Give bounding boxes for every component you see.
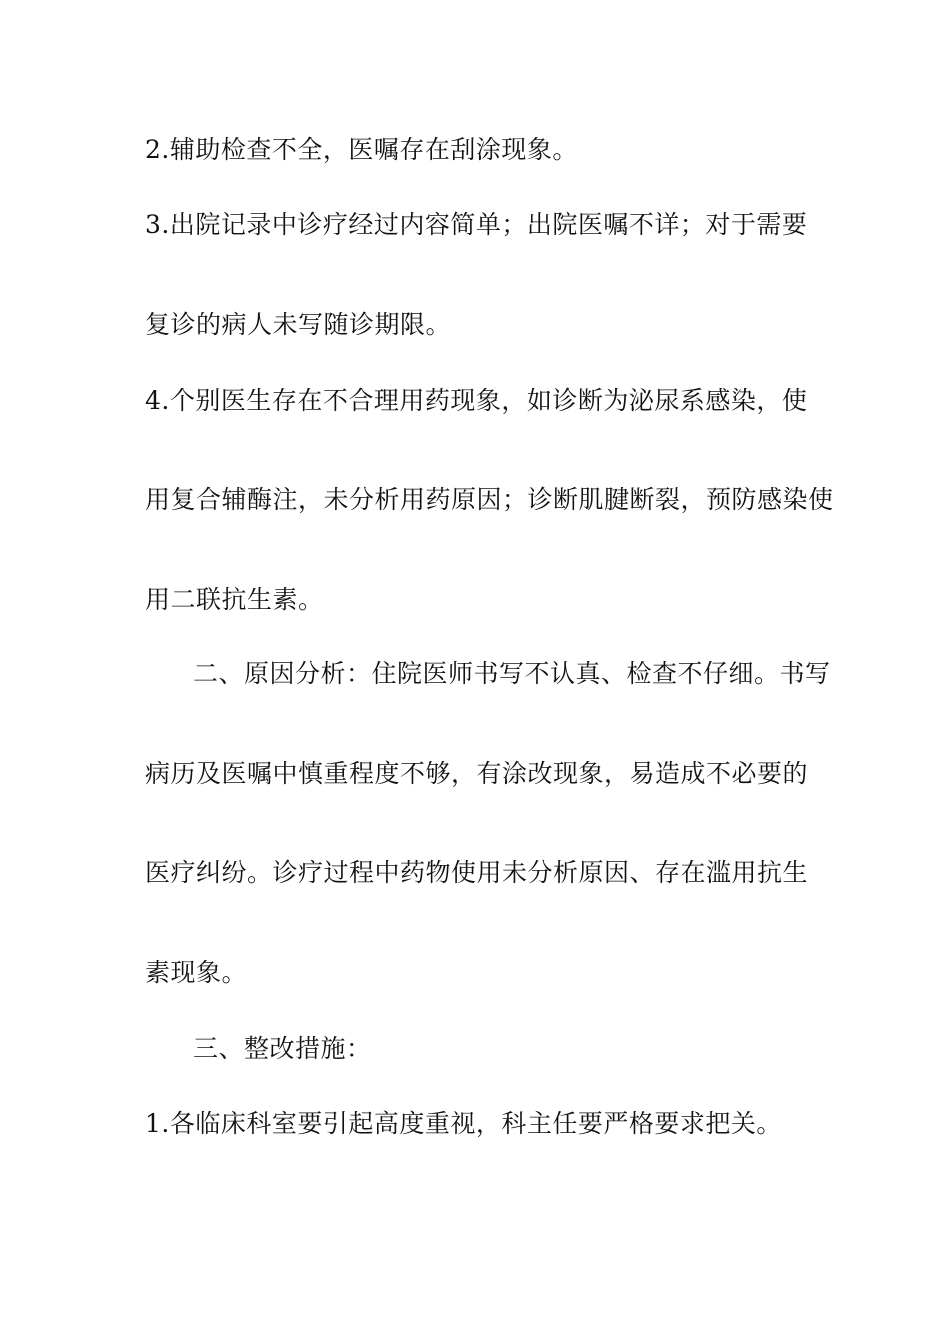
item-1-line: 1.各临床科室要引起高度重视，科主任要严格要求把关。 xyxy=(145,1109,782,1138)
item-3-line-1: 3.出院记录中诊疗经过内容简单；出院医嘱不详；对于需要 xyxy=(145,210,808,239)
item-4-line-2: 用复合辅酶注，未分析用药原因；诊断肌腱断裂，预防感染使 xyxy=(145,485,834,514)
item-4-line-1: 4.个别医生存在不合理用药现象，如诊断为泌尿系感染，使 xyxy=(145,386,808,415)
section-2-line-3: 医疗纠纷。诊疗过程中药物使用未分析原因、存在滥用抗生 xyxy=(145,858,809,887)
item-2-line: 2.辅助检查不全，医嘱存在刮涂现象。 xyxy=(145,135,578,164)
section-2-line-2: 病历及医嘱中慎重程度不够，有涂改现象，易造成不必要的 xyxy=(145,759,809,788)
item-4-line-3: 用二联抗生素。 xyxy=(145,585,324,614)
section-3-heading: 三、整改措施： xyxy=(193,1034,372,1063)
section-2-line-4: 素现象。 xyxy=(145,958,248,987)
section-2-line-1: 二、原因分析：住院医师书写不认真、检查不仔细。书写 xyxy=(193,659,831,688)
item-3-line-2: 复诊的病人未写随诊期限。 xyxy=(145,310,452,339)
